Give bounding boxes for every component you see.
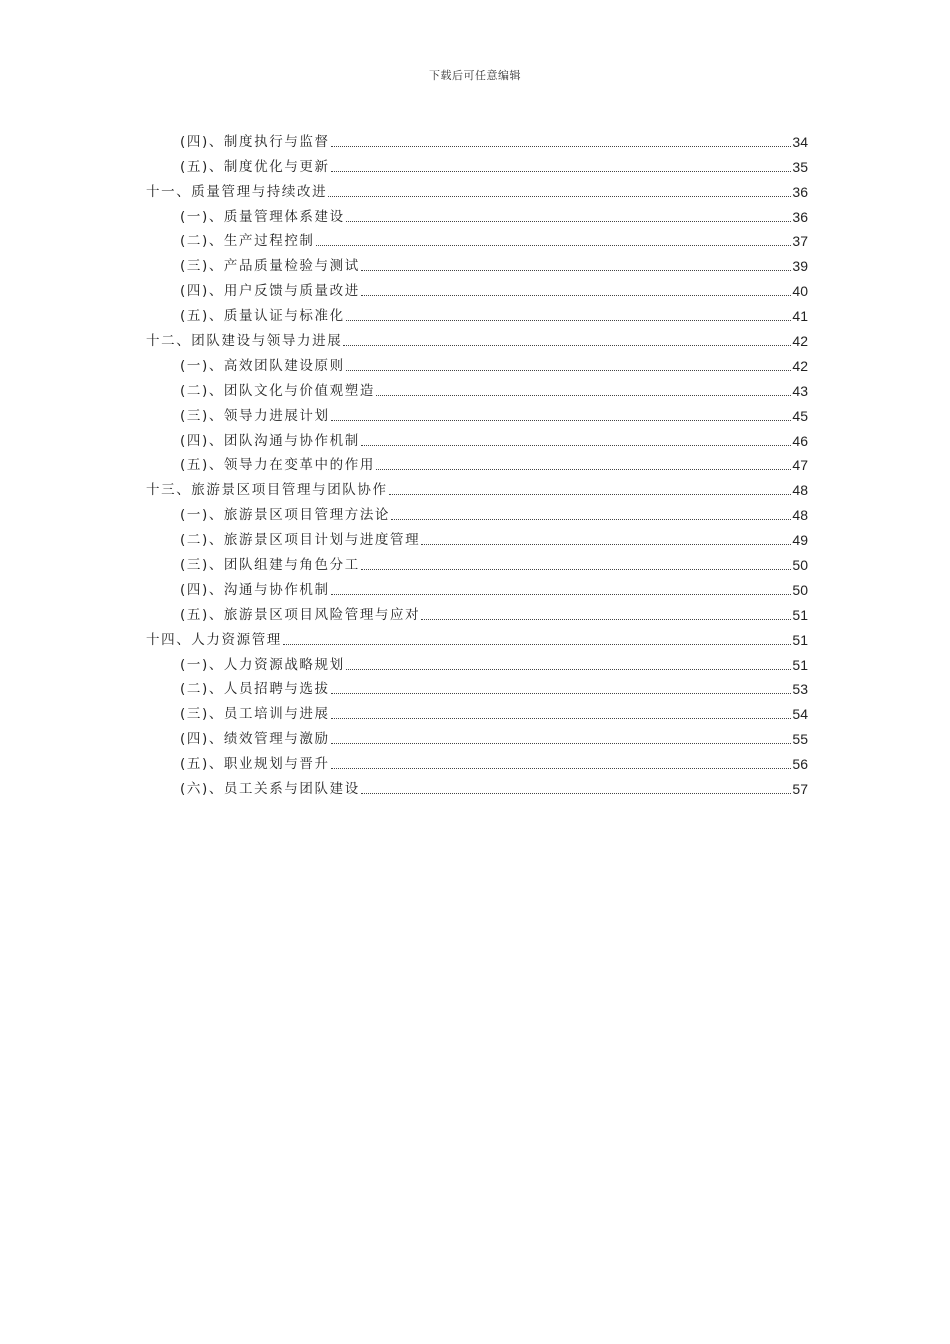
toc-section-entry[interactable] — [146, 201, 808, 226]
toc-page-number: 53 — [792, 681, 808, 698]
toc-page-number: 48 — [792, 507, 808, 524]
toc-entry-title: (一)、人力资源战略规划 — [180, 656, 345, 673]
toc-entry-title: (四)、沟通与协作机制 — [180, 581, 330, 598]
toc-entry-title: (一)、质量管理体系建设 — [180, 208, 345, 225]
toc-dot-leader — [331, 718, 792, 719]
toc-entry-title: (二)、人员招聘与选拔 — [180, 681, 330, 698]
toc-entry-title: 十二、团队建设与领导力进展 — [146, 333, 343, 350]
toc-page-number: 57 — [792, 781, 808, 798]
toc-page-number: 56 — [792, 756, 808, 773]
toc-entry-title: (四)、制度执行与监督 — [180, 133, 330, 150]
toc-entry-title: (二)、生产过程控制 — [180, 233, 315, 250]
toc-dot-leader — [361, 793, 792, 794]
toc-page-number: 35 — [792, 158, 808, 175]
toc-dot-leader — [316, 245, 792, 246]
toc-page-number: 43 — [792, 382, 808, 399]
toc-page-number: 47 — [792, 457, 808, 474]
toc-page-number: 41 — [792, 308, 808, 325]
toc-page-number: 55 — [792, 731, 808, 748]
toc-page-number: 36 — [792, 208, 808, 225]
toc-entry-title: (四)、团队沟通与协作机制 — [180, 432, 360, 449]
toc-dot-leader — [346, 370, 792, 371]
toc-dot-leader — [346, 221, 792, 222]
toc-section-entry[interactable] — [146, 549, 808, 574]
toc-dot-leader — [331, 146, 792, 147]
toc-section-entry[interactable] — [146, 350, 808, 375]
toc-dot-leader — [331, 171, 792, 172]
toc-dot-leader — [361, 569, 792, 570]
toc-dot-leader — [346, 320, 792, 321]
toc-page-number: 37 — [792, 233, 808, 250]
toc-section-entry[interactable] — [146, 450, 808, 475]
toc-entry-title: (三)、团队组建与角色分工 — [180, 557, 360, 574]
toc-section-entry[interactable] — [146, 599, 808, 624]
toc-entry-title: (三)、领导力进展计划 — [180, 407, 330, 424]
toc-entry-title: (一)、旅游景区项目管理方法论 — [180, 507, 391, 524]
toc-section-entry[interactable] — [146, 649, 808, 674]
toc-section-entry[interactable] — [146, 300, 808, 325]
toc-dot-leader — [346, 669, 792, 670]
toc-dot-leader — [331, 693, 792, 694]
toc-dot-leader — [331, 420, 792, 421]
toc-page-number: 49 — [792, 532, 808, 549]
toc-page-number: 34 — [792, 133, 808, 150]
toc-section-entry[interactable] — [146, 748, 808, 773]
toc-page-number: 54 — [792, 706, 808, 723]
toc-dot-leader — [391, 519, 791, 520]
toc-entry-title: (六)、员工关系与团队建设 — [180, 781, 360, 798]
toc-section-entry[interactable] — [146, 674, 808, 699]
toc-dot-leader — [343, 345, 791, 346]
toc-section-entry[interactable] — [146, 499, 808, 524]
toc-section-entry[interactable] — [146, 698, 808, 723]
toc-page-number: 51 — [792, 656, 808, 673]
toc-entry-title: (四)、用户反馈与质量改进 — [180, 283, 360, 300]
page-header: 下载后可任意编辑 — [429, 69, 521, 82]
toc-page-number: 46 — [792, 432, 808, 449]
toc-chapter-entry[interactable] — [146, 624, 808, 649]
toc-section-entry[interactable] — [146, 151, 808, 176]
toc-page-number: 36 — [792, 183, 808, 200]
toc-entry-title: (五)、旅游景区项目风险管理与应对 — [180, 606, 421, 623]
toc-dot-leader — [328, 196, 791, 197]
toc-entry-title: (五)、质量认证与标准化 — [180, 308, 345, 325]
toc-entry-title: (一)、高效团队建设原则 — [180, 357, 345, 374]
toc-page-number: 45 — [792, 407, 808, 424]
toc-chapter-entry[interactable] — [146, 474, 808, 499]
toc-page-number: 50 — [792, 581, 808, 598]
toc-page-number: 40 — [792, 283, 808, 300]
toc-chapter-entry[interactable] — [146, 325, 808, 350]
toc-entry-title: (五)、领导力在变革中的作用 — [180, 457, 375, 474]
toc-entry-title: 十一、质量管理与持续改进 — [146, 183, 328, 200]
toc-page-number: 48 — [792, 482, 808, 499]
toc-dot-leader — [331, 594, 792, 595]
toc-chapter-entry[interactable] — [146, 176, 808, 201]
toc-entry-title: (二)、团队文化与价值观塑造 — [180, 382, 375, 399]
toc-dot-leader — [389, 494, 792, 495]
toc-dot-leader — [421, 544, 791, 545]
toc-entry-title: (三)、产品质量检验与测试 — [180, 258, 360, 275]
toc-entry-title: (五)、制度优化与更新 — [180, 158, 330, 175]
toc-section-entry[interactable] — [146, 773, 808, 798]
toc-entry-title: (三)、员工培训与进展 — [180, 706, 330, 723]
toc-section-entry[interactable] — [146, 723, 808, 748]
toc-dot-leader — [361, 270, 792, 271]
toc-entry-title: 十三、旅游景区项目管理与团队协作 — [146, 482, 388, 499]
toc-section-entry[interactable] — [146, 275, 808, 300]
toc-section-entry[interactable] — [146, 226, 808, 251]
toc-page-number: 51 — [792, 606, 808, 623]
table-of-contents — [146, 126, 808, 798]
toc-section-entry[interactable] — [146, 574, 808, 599]
toc-entry-title: (四)、绩效管理与激励 — [180, 731, 330, 748]
toc-section-entry[interactable] — [146, 250, 808, 275]
toc-page-number: 50 — [792, 557, 808, 574]
toc-section-entry[interactable] — [146, 400, 808, 425]
toc-section-entry[interactable] — [146, 126, 808, 151]
toc-entry-title: (五)、职业规划与晋升 — [180, 756, 330, 773]
toc-dot-leader — [376, 469, 791, 470]
toc-section-entry[interactable] — [146, 524, 808, 549]
toc-entry-title: (二)、旅游景区项目计划与进度管理 — [180, 532, 421, 549]
toc-entry-title: 十四、人力资源管理 — [146, 631, 282, 648]
toc-section-entry[interactable] — [146, 375, 808, 400]
toc-dot-leader — [283, 644, 792, 645]
toc-dot-leader — [376, 395, 791, 396]
toc-page-number: 51 — [792, 631, 808, 648]
toc-dot-leader — [331, 768, 792, 769]
toc-page-number: 39 — [792, 258, 808, 275]
toc-dot-leader — [361, 295, 792, 296]
toc-page-number: 42 — [792, 357, 808, 374]
toc-dot-leader — [331, 743, 792, 744]
toc-page-number: 42 — [792, 333, 808, 350]
toc-dot-leader — [421, 619, 791, 620]
toc-dot-leader — [361, 445, 792, 446]
toc-section-entry[interactable] — [146, 425, 808, 450]
